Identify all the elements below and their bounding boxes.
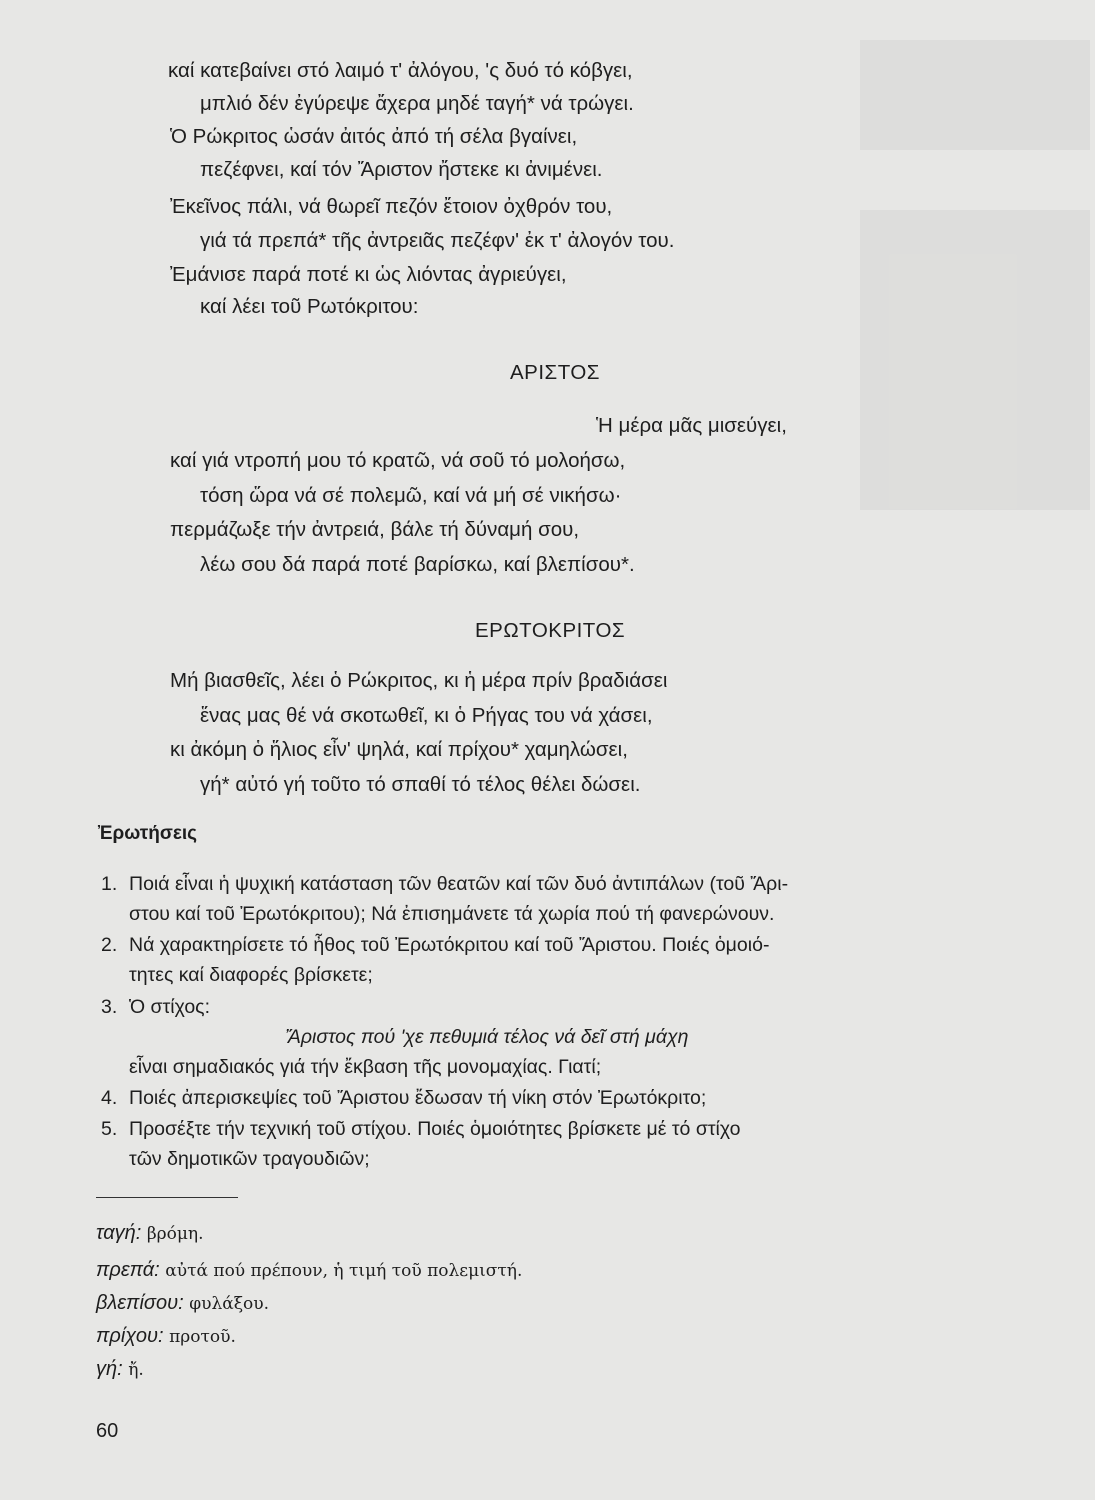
glossary-definition: φυλάξου. [189, 1294, 270, 1314]
verse-line: τόση ὥρα νά σέ πολεμῶ, καί νά μή σέ νικήσω· [200, 484, 622, 507]
glossary-entry [96, 1325, 236, 1348]
question-text: Νά χαρακτηρίσετε τό ἦθος τοῦ Ἐρωτόκριτου καί τοῦ Ἄριστου. Ποιές ὁμοιό- [129, 934, 770, 956]
question-number: 5. [101, 1118, 118, 1140]
questions-heading: Ἐρωτήσεις [98, 823, 198, 844]
verse-line: Ἐκεῖνος πάλι, νά θωρεῖ πεζόν ἔτοιον ὀχθρόν του, [170, 195, 613, 218]
glossary-definition: βρόμη. [146, 1224, 204, 1244]
speaker-heading: ΑΡΙΣΤΟΣ [510, 361, 600, 384]
verse-line: καί λέει τοῦ Ρωτόκριτου: [200, 295, 419, 318]
glossary-term: πρεπά: [96, 1259, 160, 1281]
verse-line: ἕνας μας θέ νά σκοτωθεῖ, κι ὁ Ρήγας του νά χάσει, [200, 704, 653, 727]
glossary-definition: αὐτά πού πρέπουν, ἡ τιμή τοῦ πολεμιστή. [165, 1261, 523, 1281]
question-text: τῶν δημοτικῶν τραγουδιῶν; [129, 1148, 370, 1170]
verse-line: καί γιά ντροπή μου τό κρατῶ, νά σοῦ τό μολοήσω, [170, 449, 626, 472]
verse-line: κι ἀκόμη ὁ ἥλιος εἶν' ψηλά, καί πρίχου* χαμηλώσει, [170, 738, 628, 761]
verse-line: Ὁ Ρώκριτος ὡσάν ἀιτός ἀπό τή σέλα βγαίνει, [170, 125, 578, 148]
glossary-entry [96, 1358, 144, 1381]
verse-line: Ἡ μέρα μᾶς μισεύγει, [596, 414, 787, 437]
question-number: 3. [101, 996, 118, 1018]
question-number: 2. [101, 934, 118, 956]
verse-line: γή* αὐτό γή τοῦτο τό σπαθί τό τέλος θέλει δώσει. [200, 773, 641, 796]
question-text: τητες καί διαφορές βρίσκετε; [129, 964, 373, 986]
verse-line: λέω σου δά παρά ποτέ βαρίσκω, καί βλεπίσου*. [200, 553, 635, 576]
verse-line: μπλιό δέν ἐγύρεψε ἄχερα μηδέ ταγή* νά τρώγει. [200, 92, 634, 115]
glossary-term: βλεπίσου: [96, 1292, 184, 1314]
glossary-entry [96, 1292, 269, 1315]
question-text: Προσέξτε τήν τεχνική τοῦ στίχου. Ποιές ὁμοιότητες βρίσκετε μέ τό στίχο [129, 1118, 741, 1140]
verse-line: Ἐμάνισε παρά ποτέ κι ὡς λιόντας ἀγριεύγει, [170, 263, 567, 286]
glossary-definition: προτοῦ. [169, 1327, 236, 1347]
verse-line: Μή βιασθεῖς, λέει ὁ Ρώκριτος, κι ἡ μέρα πρίν βραδιάσει [170, 669, 668, 692]
glossary-term: πρίχου: [96, 1325, 164, 1347]
glossary-term: γή: [96, 1358, 123, 1380]
footnote-rule [96, 1197, 238, 1198]
question-number: 4. [101, 1087, 118, 1109]
question-text: στου καί τοῦ Ἐρωτόκριτου); Νά ἐπισημάνετε τά χωρία πού τή φανερώνουν. [129, 903, 775, 925]
question-text: εἶναι σημαδιακός γιά τήν ἔκβαση τῆς μονομαχίας. Γιατί; [129, 1056, 602, 1078]
page-number: 60 [96, 1420, 119, 1442]
question-number: 1. [101, 873, 118, 895]
question-text: Ποιές ἀπερισκεψίες τοῦ Ἄριστου ἔδωσαν τή νίκη στόν Ἐρωτόκριτο; [129, 1087, 707, 1109]
speaker-heading: ΕΡΩΤΟΚΡΙΤΟΣ [475, 619, 626, 642]
glossary-entry [96, 1259, 522, 1282]
verse-line: πεζέφνει, καί τόν Ἄριστον ἤστεκε κι ἀνιμένει. [200, 158, 603, 181]
bleed-through-shadow [860, 210, 1090, 510]
glossary-term: ταγή: [96, 1222, 142, 1244]
question-text: Ποιά εἶναι ἡ ψυχική κατάσταση τῶν θεατῶν καί τῶν δυό ἀντιπάλων (τοῦ Ἄρι- [129, 873, 789, 895]
verse-line: γιά τά πρεπά* τῆς ἀντρειᾶς πεζέφν' ἐκ τ' ἀλογόν του. [200, 229, 675, 252]
glossary-entry [96, 1222, 204, 1245]
verse-line: καί κατεβαίνει στό λαιμό τ' ἀλόγου, 'ς δυό τό κόβγει, [168, 59, 633, 82]
question-text: Ὁ στίχος: [129, 996, 210, 1018]
verse-line: περμάζωξε τήν ἀντρειά, βάλε τή δύναμή σου, [170, 518, 580, 541]
quoted-verse: Ἄριστος πού 'χε πεθυμιά τέλος νά δεῖ στή μάχη [285, 1026, 689, 1048]
glossary-definition: ἤ. [128, 1360, 144, 1380]
bleed-through-shadow [860, 40, 1090, 150]
